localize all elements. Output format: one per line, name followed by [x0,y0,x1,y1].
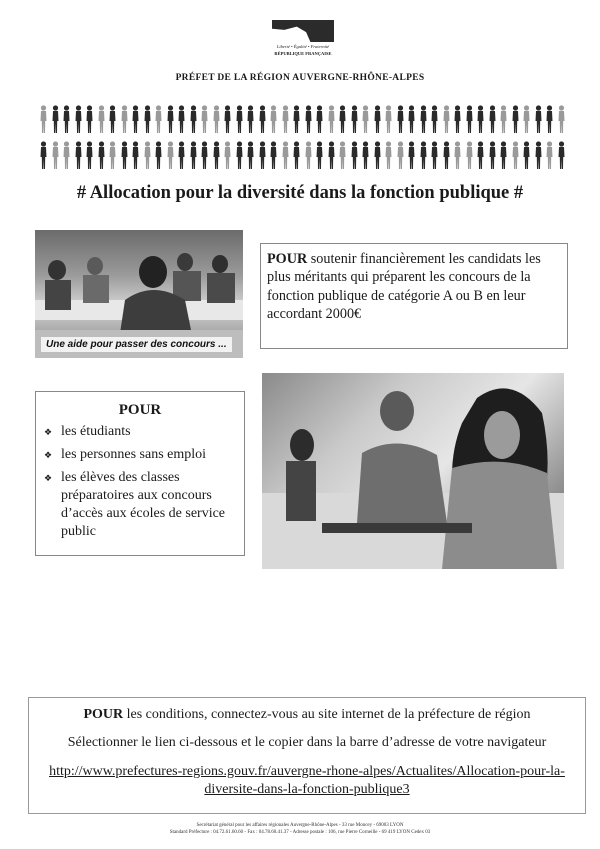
footer-line-2: Standard Préfecture : 04.72.61.60.60 - Fax : 04.78.60.41.37 - Adresse postale : 106, rue Pierre Corneille - 69 419 LYON Cedex 03 [169,829,431,835]
person-silhouette-icon [236,105,243,133]
person-silhouette-icon [40,105,47,133]
person-silhouette-icon [558,141,565,169]
person-silhouette-icon [201,141,208,169]
person-silhouette-icon [63,105,70,133]
person-silhouette-icon [535,141,542,169]
person-silhouette-icon [75,141,82,169]
person-silhouette-icon [477,105,484,133]
person-silhouette-icon [144,141,151,169]
person-silhouette-icon [86,105,93,133]
audience-list [36,423,244,541]
person-silhouette-icon [523,141,530,169]
pour-support-box [260,243,568,349]
person-silhouette-icon [293,105,300,133]
person-silhouette-icon [293,141,300,169]
conditions-box [28,697,586,814]
person-silhouette-icon [558,105,565,133]
logo-name: RÉPUBLIQUE FRANÇAISE [274,51,332,56]
person-silhouette-icon [86,141,93,169]
person-silhouette-icon [259,105,266,133]
person-silhouette-icon [178,105,185,133]
person-silhouette-icon [420,105,427,133]
person-silhouette-icon [397,141,404,169]
republique-francaise-logo [272,20,334,60]
list-item: ❖ les personnes sans emploi [44,447,207,462]
person-silhouette-icon [466,141,473,169]
pour-audience-heading: POUR [118,402,162,418]
footer-line-1: Secrétariat général pour les affaires régionales Auvergne-Rhône-Alpes - 33 rue Moncey - 69003 LYON [196,823,404,828]
crowd-silhouettes-row-1 [40,103,565,133]
students-writing-photo [262,373,564,569]
person-silhouette-icon [247,141,254,169]
person-silhouette-icon [489,141,496,169]
person-silhouette-icon [546,105,553,133]
person-silhouette-icon [385,105,392,133]
instruction-line: Sélectionner le lien ci-dessous et le copier dans la barre d’adresse de votre navigateur [67,735,547,750]
person-silhouette-icon [443,105,450,133]
person-silhouette-icon [362,105,369,133]
person-silhouette-icon [247,105,254,133]
person-silhouette-icon [270,141,277,169]
person-silhouette-icon [374,105,381,133]
photo-caption: Une aide pour passer des concours ... [41,337,232,352]
person-silhouette-icon [397,105,404,133]
person-silhouette-icon [201,105,208,133]
person-silhouette-icon [443,141,450,169]
person-silhouette-icon [328,105,335,133]
person-silhouette-icon [190,141,197,169]
person-silhouette-icon [132,105,139,133]
person-silhouette-icon [351,105,358,133]
person-silhouette-icon [282,105,289,133]
pour-label: POUR [83,707,124,722]
person-silhouette-icon [132,141,139,169]
person-silhouette-icon [489,105,496,133]
person-silhouette-icon [98,141,105,169]
person-silhouette-icon [305,141,312,169]
person-silhouette-icon [523,105,530,133]
person-silhouette-icon [75,105,82,133]
prefecture-link[interactable]: http://www.prefectures-regions.gouv.fr/auvergne-rhone-alpes/Actualites/Allocation-pour-la-diversite-dans-la-fonction-publique3 [49,764,565,797]
logo-motto: Liberté • Égalité • Fraternité [276,44,330,49]
person-silhouette-icon [316,105,323,133]
person-silhouette-icon [408,105,415,133]
person-silhouette-icon [339,141,346,169]
conditions-line: POUR les conditions, connectez-vous au site internet de la préfecture de région [83,707,531,722]
students-writing-illustration [262,373,564,569]
person-silhouette-icon [213,141,220,169]
person-silhouette-icon [155,105,162,133]
person-silhouette-icon [374,141,381,169]
person-silhouette-icon [477,141,484,169]
marianne-icon [272,20,334,42]
crowd-silhouettes-row-2 [40,139,565,169]
person-silhouette-icon [144,105,151,133]
person-silhouette-icon [155,141,162,169]
person-silhouette-icon [40,141,47,169]
person-silhouette-icon [512,141,519,169]
person-silhouette-icon [178,141,185,169]
person-silhouette-icon [98,105,105,133]
person-silhouette-icon [190,105,197,133]
diamond-bullet-icon: ❖ [44,473,53,483]
person-silhouette-icon [454,141,461,169]
person-silhouette-icon [431,105,438,133]
person-silhouette-icon [167,141,174,169]
person-silhouette-icon [270,105,277,133]
footer-address [0,823,600,836]
person-silhouette-icon [466,105,473,133]
diamond-bullet-icon: ❖ [44,427,53,437]
person-silhouette-icon [362,141,369,169]
students-exam-photo [35,230,243,358]
person-silhouette-icon [213,105,220,133]
person-silhouette-icon [512,105,519,133]
person-silhouette-icon [52,141,59,169]
list-item: ❖ les étudiants [44,424,131,439]
person-silhouette-icon [121,141,128,169]
person-silhouette-icon [224,141,231,169]
person-silhouette-icon [431,141,438,169]
person-silhouette-icon [454,105,461,133]
person-silhouette-icon [500,141,507,169]
person-silhouette-icon [328,141,335,169]
pour-label: POUR [267,251,308,267]
list-item: ❖ les élèves des classes préparatoires aux concours d’accès aux écoles de service public [44,470,226,539]
person-silhouette-icon [305,105,312,133]
person-silhouette-icon [224,105,231,133]
person-silhouette-icon [546,141,553,169]
person-silhouette-icon [500,105,507,133]
person-silhouette-icon [385,141,392,169]
diamond-bullet-icon: ❖ [44,450,53,460]
person-silhouette-icon [52,105,59,133]
person-silhouette-icon [167,105,174,133]
person-silhouette-icon [339,105,346,133]
person-silhouette-icon [259,141,266,169]
person-silhouette-icon [63,141,70,169]
prefet-heading: PRÉFET DE LA RÉGION AUVERGNE-RHÔNE-ALPES [175,73,425,83]
person-silhouette-icon [408,141,415,169]
person-silhouette-icon [282,141,289,169]
person-silhouette-icon [316,141,323,169]
person-silhouette-icon [236,141,243,169]
person-silhouette-icon [109,141,116,169]
pour-support-text: soutenir financièrement les candidats les plus méritants qui préparent les concours de la fonction publique de catégorie A ou B en leur accordant 2000€ [267,251,541,322]
person-silhouette-icon [351,141,358,169]
page-title: # Allocation pour la diversité dans la fonction publique # [76,183,524,203]
person-silhouette-icon [420,141,427,169]
person-silhouette-icon [535,105,542,133]
person-silhouette-icon [121,105,128,133]
pour-audience-box [35,391,245,556]
person-silhouette-icon [109,105,116,133]
